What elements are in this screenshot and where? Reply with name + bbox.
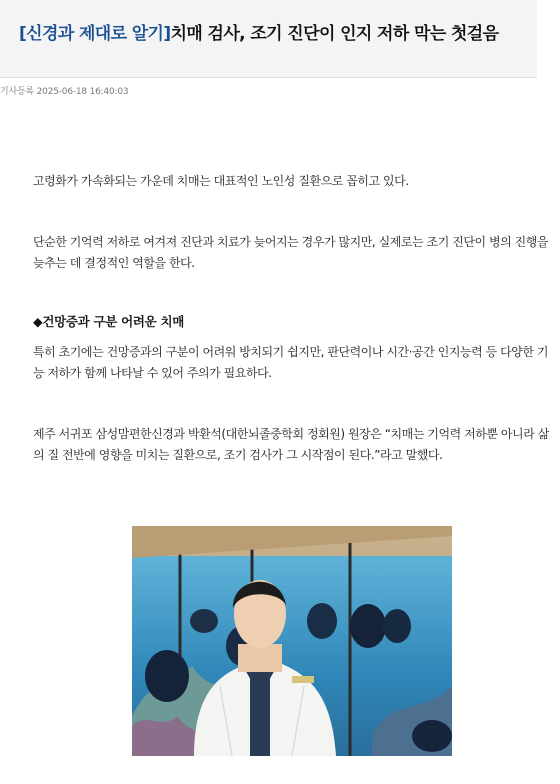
paragraph-4: 제주 서귀포 삼성맘편한신경과 박환석(대한뇌졸중학회 정회원) 원장은 “치매는 기억력 저하뿐 아니라 삶의 질 전반에 영향을 미치는 질환으로, 조기 검사가 그 시작점이 된다.”라고 말했다. (33, 427, 549, 462)
paragraph-1: 고령화가 가속화되는 가운데 치매는 대표적인 노인성 질환으로 꼽히고 있다. (33, 174, 409, 188)
section-subheading: ◆건망증과 구분 어려운 치매 (33, 314, 184, 329)
paragraph-2: 단순한 기억력 저하로 여겨져 진단과 치료가 늦어지는 경우가 많지만, 실제로는 조기 진단이 병의 진행을 늦추는 데 결정적인 역할을 한다. (33, 235, 549, 270)
paragraph-3: 특히 초기에는 건망증과의 구분이 어려워 방치되기 쉽지만, 판단력이나 시간·공간 인지능력 등 다양한 기능 저하가 함께 나타날 수 있어 주의가 필요하다. (33, 345, 549, 380)
article-photo (132, 526, 452, 756)
headline-category: [신경과 제대로 알기] (19, 24, 171, 44)
article-date (0, 84, 128, 97)
headline-box (0, 0, 537, 78)
date-label: 기사등록 (0, 87, 34, 97)
headline-title: 치매 검사, 조기 진단이 인지 저하 막는 첫걸음 (170, 24, 499, 44)
date-value: 2025-06-18 16:40:03 (36, 87, 129, 97)
article-headline (19, 19, 498, 44)
